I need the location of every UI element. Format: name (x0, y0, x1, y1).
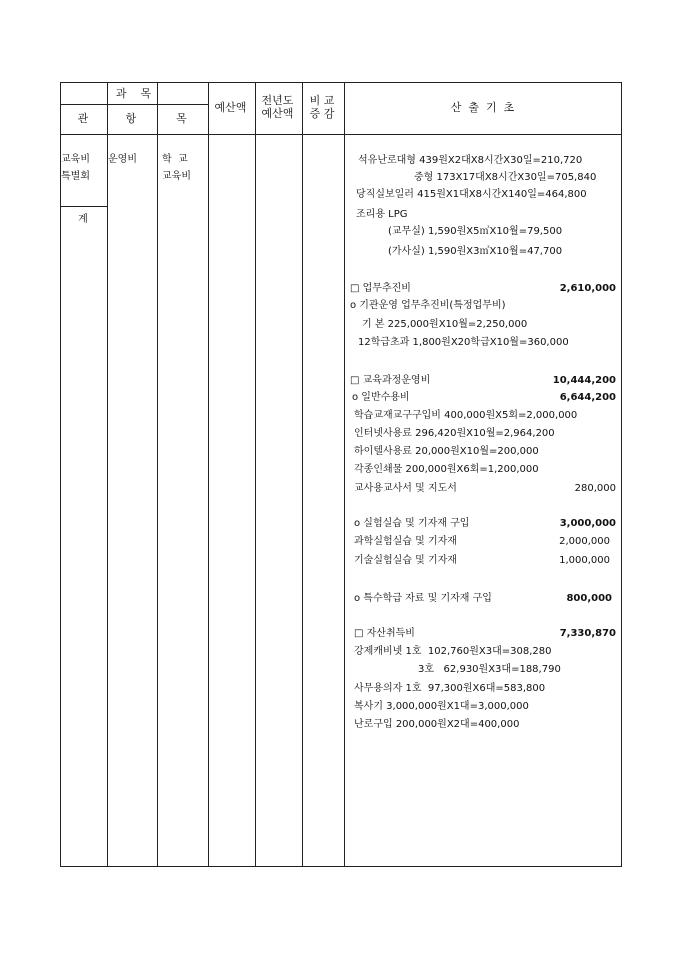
gye-line-top (61, 206, 107, 207)
header-prev-line1: 전년도 (261, 94, 294, 107)
basis-line: o 일반수용비 (352, 392, 410, 403)
basis-line: 3호 62,930원X3대=188,790 (418, 664, 561, 675)
col-line (157, 83, 158, 866)
basis-amount: 280,000 (574, 483, 616, 494)
basis-line: 당직실보일러 415원X1대X8시간X140일=464,800 (356, 189, 587, 200)
basis-line: 인터넷사용료 296,420원X10월=2,964,200 (354, 428, 555, 439)
col-line (302, 83, 303, 866)
basis-line: o 기관운영 업무추진비(특정업무비) (350, 300, 506, 311)
hang-label: 운영비 (108, 154, 137, 165)
basis-line: 중형 173X17대X8시간X30일=705,840 (414, 172, 597, 183)
basis-line: 석유난로대형 439원X2대X8시간X30일=210,720 (358, 155, 583, 166)
header-gwan: 관 (77, 112, 89, 125)
col-line (107, 83, 108, 866)
header-basis: 산 출 기 초 (450, 101, 515, 114)
gwan-line2: 특별회 (61, 171, 90, 182)
col-line (344, 83, 345, 866)
header-prev-line2: 예산액 (261, 107, 294, 120)
basis-line: 하이텔사용료 20,000원X10월=200,000 (354, 446, 539, 457)
basis-line: □ 자산취득비 (354, 628, 415, 639)
basis-line: 난로구입 200,000원X2대=400,000 (354, 719, 520, 730)
basis-line: 과학실험실습 및 기자재 (354, 536, 457, 547)
col-line (255, 83, 256, 866)
header-hang: 항 (125, 112, 137, 125)
basis-line: (가사실) 1,590원X3㎥X10월=47,700 (388, 246, 563, 257)
basis-amount: 800,000 (566, 593, 612, 604)
header-mid-line (61, 104, 208, 105)
header-bigyo-line1: 비 교 (309, 94, 335, 107)
mok-line1: 학 교 (162, 154, 188, 165)
basis-amount: 2,000,000 (559, 536, 610, 547)
gwan-line1: 교육비 (61, 154, 90, 165)
basis-line: 강제캐비넷 1호 102,760원X3대=308,280 (354, 646, 552, 657)
basis-line: 복사기 3,000,000원X1대=3,000,000 (354, 701, 529, 712)
basis-line: 학습교재교구구입비 400,000원X5회=2,000,000 (354, 410, 578, 421)
basis-amount: 1,000,000 (559, 555, 610, 566)
basis-line: (교무실) 1,590원X5㎥X10월=79,500 (388, 226, 563, 237)
mok-line2: 교육비 (162, 171, 191, 182)
gye-label: 계 (78, 214, 88, 225)
header-bigyo-line2: 증 감 (309, 107, 335, 120)
basis-amount: 10,444,200 (552, 375, 616, 386)
basis-line: □ 업무추진비 (350, 283, 411, 294)
basis-line: 조리용 LPG (356, 209, 408, 220)
basis-amount: 2,610,000 (559, 283, 616, 294)
basis-line: 기술실험실습 및 기자재 (354, 555, 457, 566)
basis-line: 각종인쇄물 200,000원X6회=1,200,000 (354, 464, 539, 475)
basis-line: 12학급초과 1,800원X20학급X10월=360,000 (358, 337, 569, 348)
basis-amount: 6,644,200 (559, 392, 616, 403)
basis-line: 사무용의자 1호 97,300원X6대=583,800 (354, 683, 546, 694)
basis-line: o 실험실습 및 기자재 구입 (354, 518, 470, 529)
basis-line: □ 교육과정운영비 (350, 375, 431, 386)
basis-line: o 특수학급 자료 및 기자재 구입 (354, 593, 492, 604)
header-gwamok: 과 목 (115, 87, 152, 100)
basis-amount: 3,000,000 (559, 518, 616, 529)
basis-amount: 7,330,870 (559, 628, 616, 639)
header-mok: 목 (176, 112, 187, 125)
col-line (208, 83, 209, 866)
basis-line: 기 본 225,000원X10월=2,250,000 (362, 319, 528, 330)
header-yesan: 예산액 (214, 101, 247, 114)
header-bottom-line (61, 134, 621, 135)
basis-line: 교사용교사서 및 지도서 (354, 483, 457, 494)
